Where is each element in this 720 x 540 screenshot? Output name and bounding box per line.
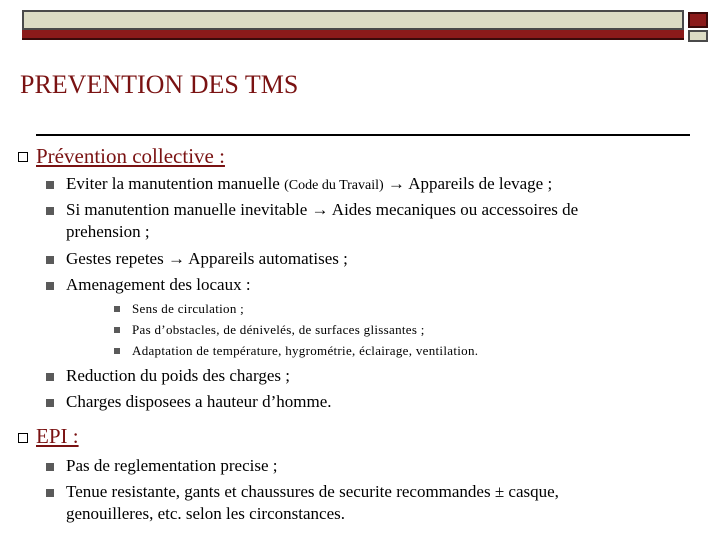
list-item-note: (Code du Travail) (284, 178, 384, 193)
section-heading-epi: EPI : (36, 424, 79, 448)
slide-title: PREVENTION DES TMS (20, 70, 299, 99)
title-divider (36, 134, 690, 136)
list-item: Reduction du poids des charges ; (66, 366, 290, 385)
list-item-continuation: genouilleres, etc. selon les circonstances. (66, 504, 345, 523)
bullet-icon (46, 399, 54, 407)
list-item: Tenue resistante, gants et chaussures de securite recommandes ± casque, (66, 482, 559, 501)
sub-list-item: Pas d’obstacles, de dénivelés, de surfaces glissantes ; (132, 322, 425, 337)
sub-list-item: Adaptation de température, hygrométrie, éclairage, ventilation. (132, 343, 479, 358)
sub-list-item: Sens de circulation ; (132, 301, 245, 316)
list-item-text: Eviter la manutention manuelle (66, 174, 285, 193)
bullet-icon (46, 256, 54, 264)
list-item: Pas de reglementation precise ; (66, 456, 278, 475)
section-bullet-icon (18, 433, 28, 443)
list-item-continuation: prehension ; (66, 222, 150, 241)
section-heading-prevention: Prévention collective : (36, 144, 225, 168)
header-band (22, 10, 684, 30)
header-corner-square (688, 12, 708, 28)
list-item: Gestes repetes → Appareils automatises ; (66, 249, 348, 268)
section-bullet-icon (18, 152, 28, 162)
sub-bullet-icon (114, 306, 120, 312)
sub-bullet-icon (114, 348, 120, 354)
list-item (66, 174, 552, 194)
bullet-icon (46, 373, 54, 381)
header-corner-square-small (688, 30, 708, 42)
list-item: Amenagement des locaux : (66, 275, 251, 294)
bullet-icon (46, 489, 54, 497)
list-item: Charges disposees a hauteur d’homme. (66, 392, 332, 411)
list-item-text-end: → Appareils de levage ; (383, 174, 553, 193)
bullet-icon (46, 282, 54, 290)
sub-bullet-icon (114, 327, 120, 333)
bullet-icon (46, 463, 54, 471)
bullet-icon (46, 207, 54, 215)
bullet-icon (46, 181, 54, 189)
header-stripe (22, 30, 684, 40)
list-item: Si manutention manuelle inevitable → Aides mecaniques ou accessoires de (66, 200, 579, 219)
